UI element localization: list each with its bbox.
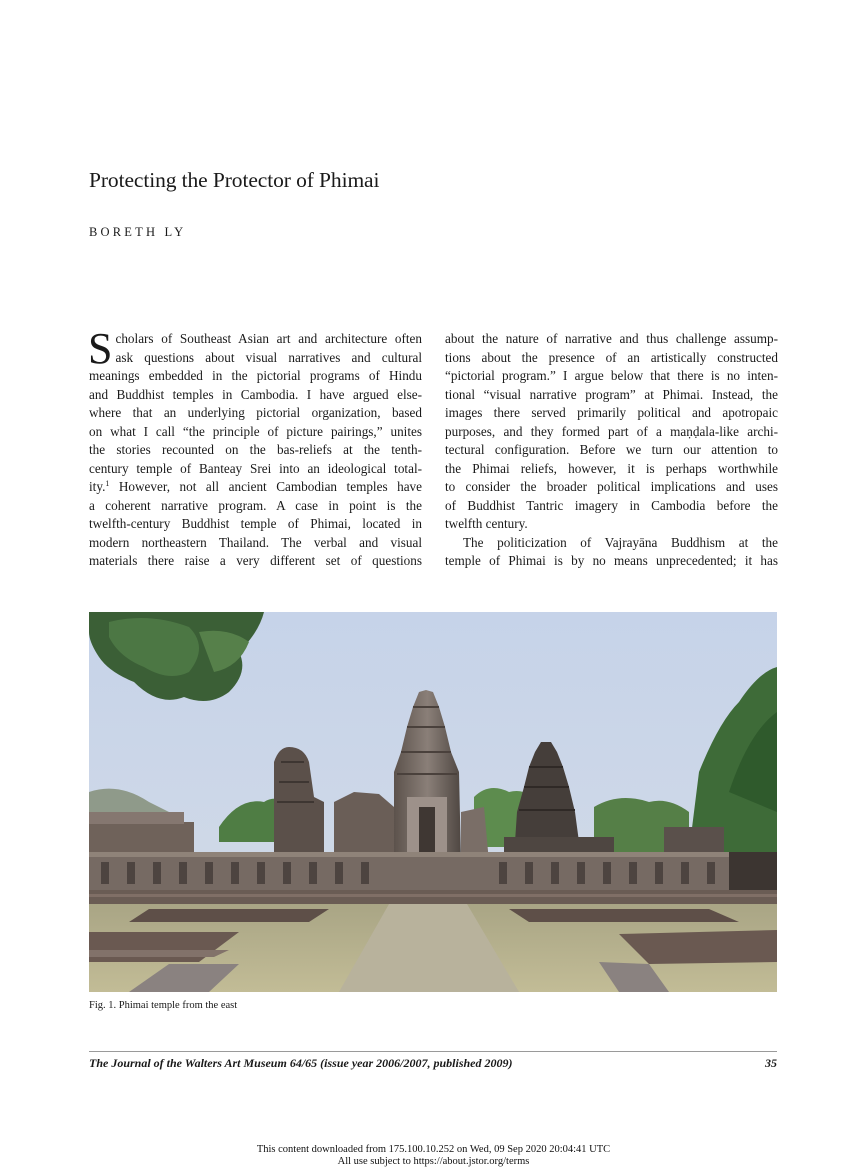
text-line: a coherent narrative program. A case in point is the [89,497,422,513]
text-line: tional “visual narrative program” at Phimai. Instead, the [445,386,778,402]
article-title: Protecting the Protector of Phimai [89,168,380,192]
text-line: cholars of Southeast Asian art and architecture often [115,331,422,346]
text-line: and Buddhist temples in Cambodia. I have argued else- [89,386,422,402]
text-line: “pictorial program.” I argue below that there is no inten- [445,368,778,383]
text-line: tions about the presence of an artistically constructed [445,349,778,365]
text-line: The politicization of Vajrayāna Buddhism at the [463,534,778,550]
journal-citation: The Journal of the Walters Art Museum 64/65 (issue year 2006/2007, published 2009) [89,1056,513,1070]
text-line: materials there raise a very different set of questions [89,553,422,568]
text-line: meanings embedded in the pictorial programs of Hindu [89,368,422,383]
text-line: century temple of Banteay Srei into an ideological total- [89,460,422,476]
text-line: the stories recounted on the bas-reliefs at the tenth- [89,442,422,457]
text-line: to consider the broader political implications and uses [445,479,778,494]
text-line: twelfth-century Buddhist temple of Phimai, located in [89,516,422,531]
figure-caption: Fig. 1. Phimai temple from the east [89,1000,238,1011]
text-line: the Phimai reliefs, however, it is perhaps worthwhile [445,460,778,476]
text-line: of Buddhist Tantric imagery in Cambodia before the [445,497,778,513]
text-line: twelfth century. [445,516,528,531]
article-author: BORETH LY [89,225,187,239]
text-line: tectural configuration. Before we turn our attention to [445,442,778,457]
text-fragment: ity. [89,479,106,494]
text-line: on what I call “the principle of picture pairings,” unites [89,423,422,439]
text-line: temple of Phimai is by no means unprecedented; it has [445,553,778,568]
text-line: where that an underlying pictorial organization, based [89,405,422,420]
text-fragment: However, not all ancient Cambodian temples have [118,479,422,494]
download-notice [0,1144,867,1167]
body-column-left [88,324,422,571]
text-line: about the nature of narrative and thus challenge assump- [445,331,778,346]
drop-cap: S [88,324,113,373]
body-column-right [445,330,778,571]
footer-divider [89,1051,777,1052]
page-number: 35 [765,1056,777,1070]
text-line: images there served primarily political and apotropaic [445,405,778,420]
text-line: purposes, and they formed part of a maṇḍala-like archi- [445,423,778,439]
footnote-reference[interactable]: 1 [105,479,110,488]
text-line-with-footnote [89,478,422,497]
figure-photo-phimai-temple [89,612,777,992]
text-line: ask questions about visual narratives and cultural [115,349,422,365]
terms-link[interactable]: All use subject to https://about.jstor.org/terms [337,1155,530,1167]
temple-photo [89,612,777,992]
text-line: modern northeastern Thailand. The verbal and visual [89,534,422,550]
download-notice-line: This content downloaded from 175.100.10.252 on Wed, 09 Sep 2020 20:04:41 UTC [256,1144,611,1155]
